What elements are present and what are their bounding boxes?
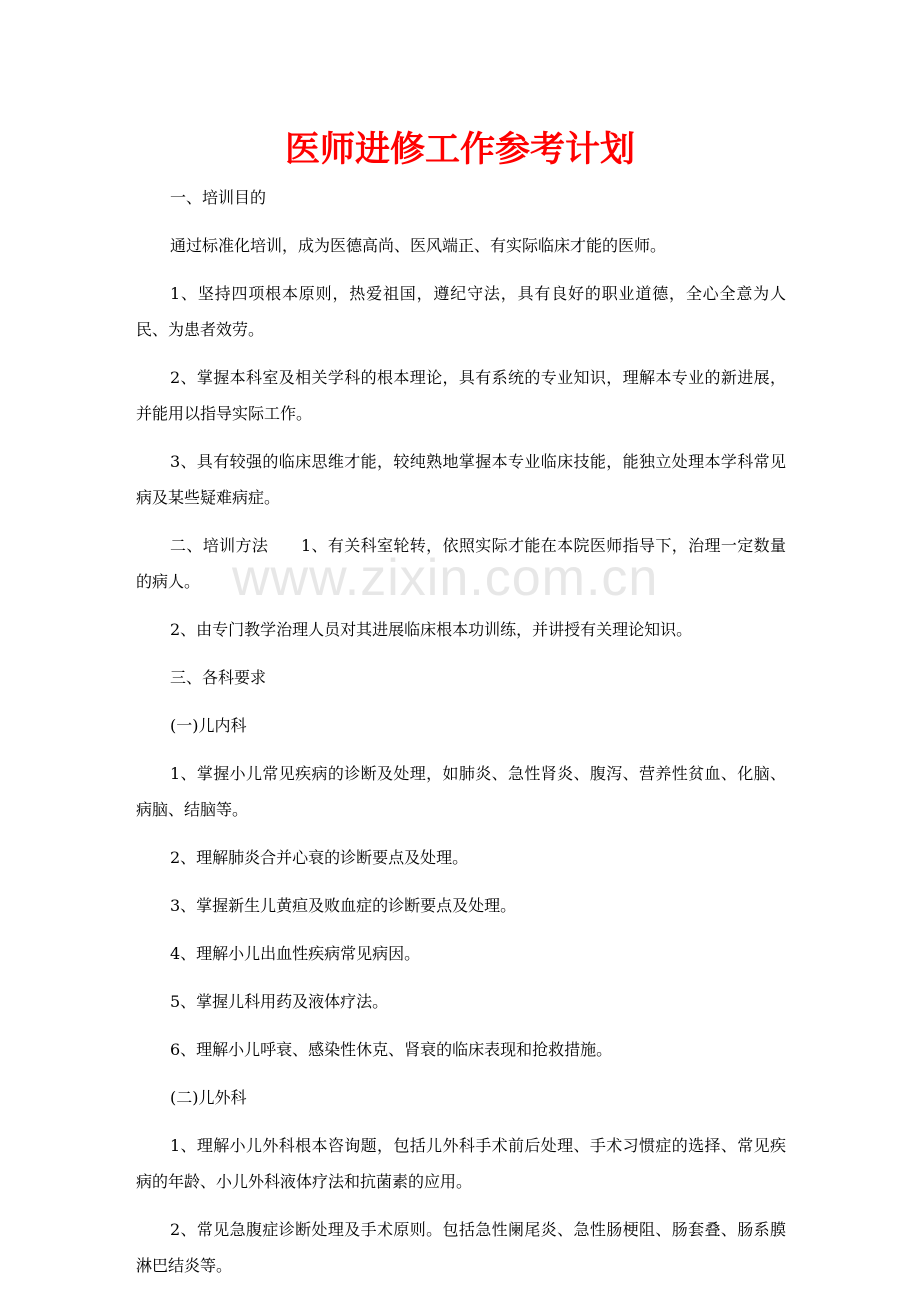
pediatrics-item-6: 6、理解小儿呼衰、感染性休克、肾衰的临床表现和抢救措施。 bbox=[170, 1040, 613, 1059]
section-heading-requirements: 三、各科要求 bbox=[170, 668, 267, 687]
list-item-3: 3、具有较强的临床思维才能，较纯熟地掌握本专业临床技能，能独立处理本学科常见病及某些疑难病症。 bbox=[136, 452, 786, 507]
pediatrics-item-5: 5、掌握儿科用药及液体疗法。 bbox=[170, 992, 389, 1011]
subsection-heading-pediatric-surgery: (二)儿外科 bbox=[170, 1088, 247, 1107]
pediatrics-item-1: 1、掌握小儿常见疾病的诊断及处理，如肺炎、急性肾炎、腹泻、营养性贫血、化脑、病脑、结脑等。 bbox=[136, 764, 786, 819]
pediatric-surgery-item-1: 1、理解小儿外科根本咨询题，包括儿外科手术前后处理、手术习惯症的选择、常见疾病的年龄、小儿外科液体疗法和抗菌素的应用。 bbox=[136, 1136, 786, 1191]
paragraph-goal: 通过标准化培训，成为医德高尚、医风端正、有实际临床才能的医师。 bbox=[170, 236, 667, 255]
document-body bbox=[136, 180, 786, 1296]
section-heading-purpose: 一、培训目的 bbox=[170, 188, 267, 207]
pediatrics-item-4: 4、理解小儿出血性疾病常见病因。 bbox=[170, 944, 421, 963]
list-item-1: 1、坚持四项根本原则，热爱祖国，遵纪守法，具有良好的职业道德，全心全意为人民、为患者效劳。 bbox=[136, 284, 786, 339]
pediatric-surgery-item-2: 2、常见急腹症诊断处理及手术原则。包括急性阑尾炎、急性肠梗阻、肠套叠、肠系膜淋巴结炎等。 bbox=[136, 1220, 786, 1275]
watermark: www.zixin.com.cn bbox=[232, 549, 659, 607]
section-heading-method: 二、培训方法 1、有关科室轮转，依照实际才能在本院医师指导下，治理一定数量的病人。 bbox=[136, 536, 786, 591]
list-item-method-2: 2、由专门教学治理人员对其进展临床根本功训练，并讲授有关理论知识。 bbox=[170, 620, 693, 639]
list-item-2: 2、掌握本科室及相关学科的根本理论，具有系统的专业知识，理解本专业的新进展，并能用以指导实际工作。 bbox=[136, 368, 786, 423]
pediatrics-item-3: 3、掌握新生儿黄疸及败血症的诊断要点及处理。 bbox=[170, 896, 517, 915]
subsection-heading-pediatrics: (一)儿内科 bbox=[170, 716, 247, 735]
pediatrics-item-2: 2、理解肺炎合并心衰的诊断要点及处理。 bbox=[170, 848, 469, 867]
document-title: 医师进修工作参考计划 bbox=[284, 130, 635, 170]
